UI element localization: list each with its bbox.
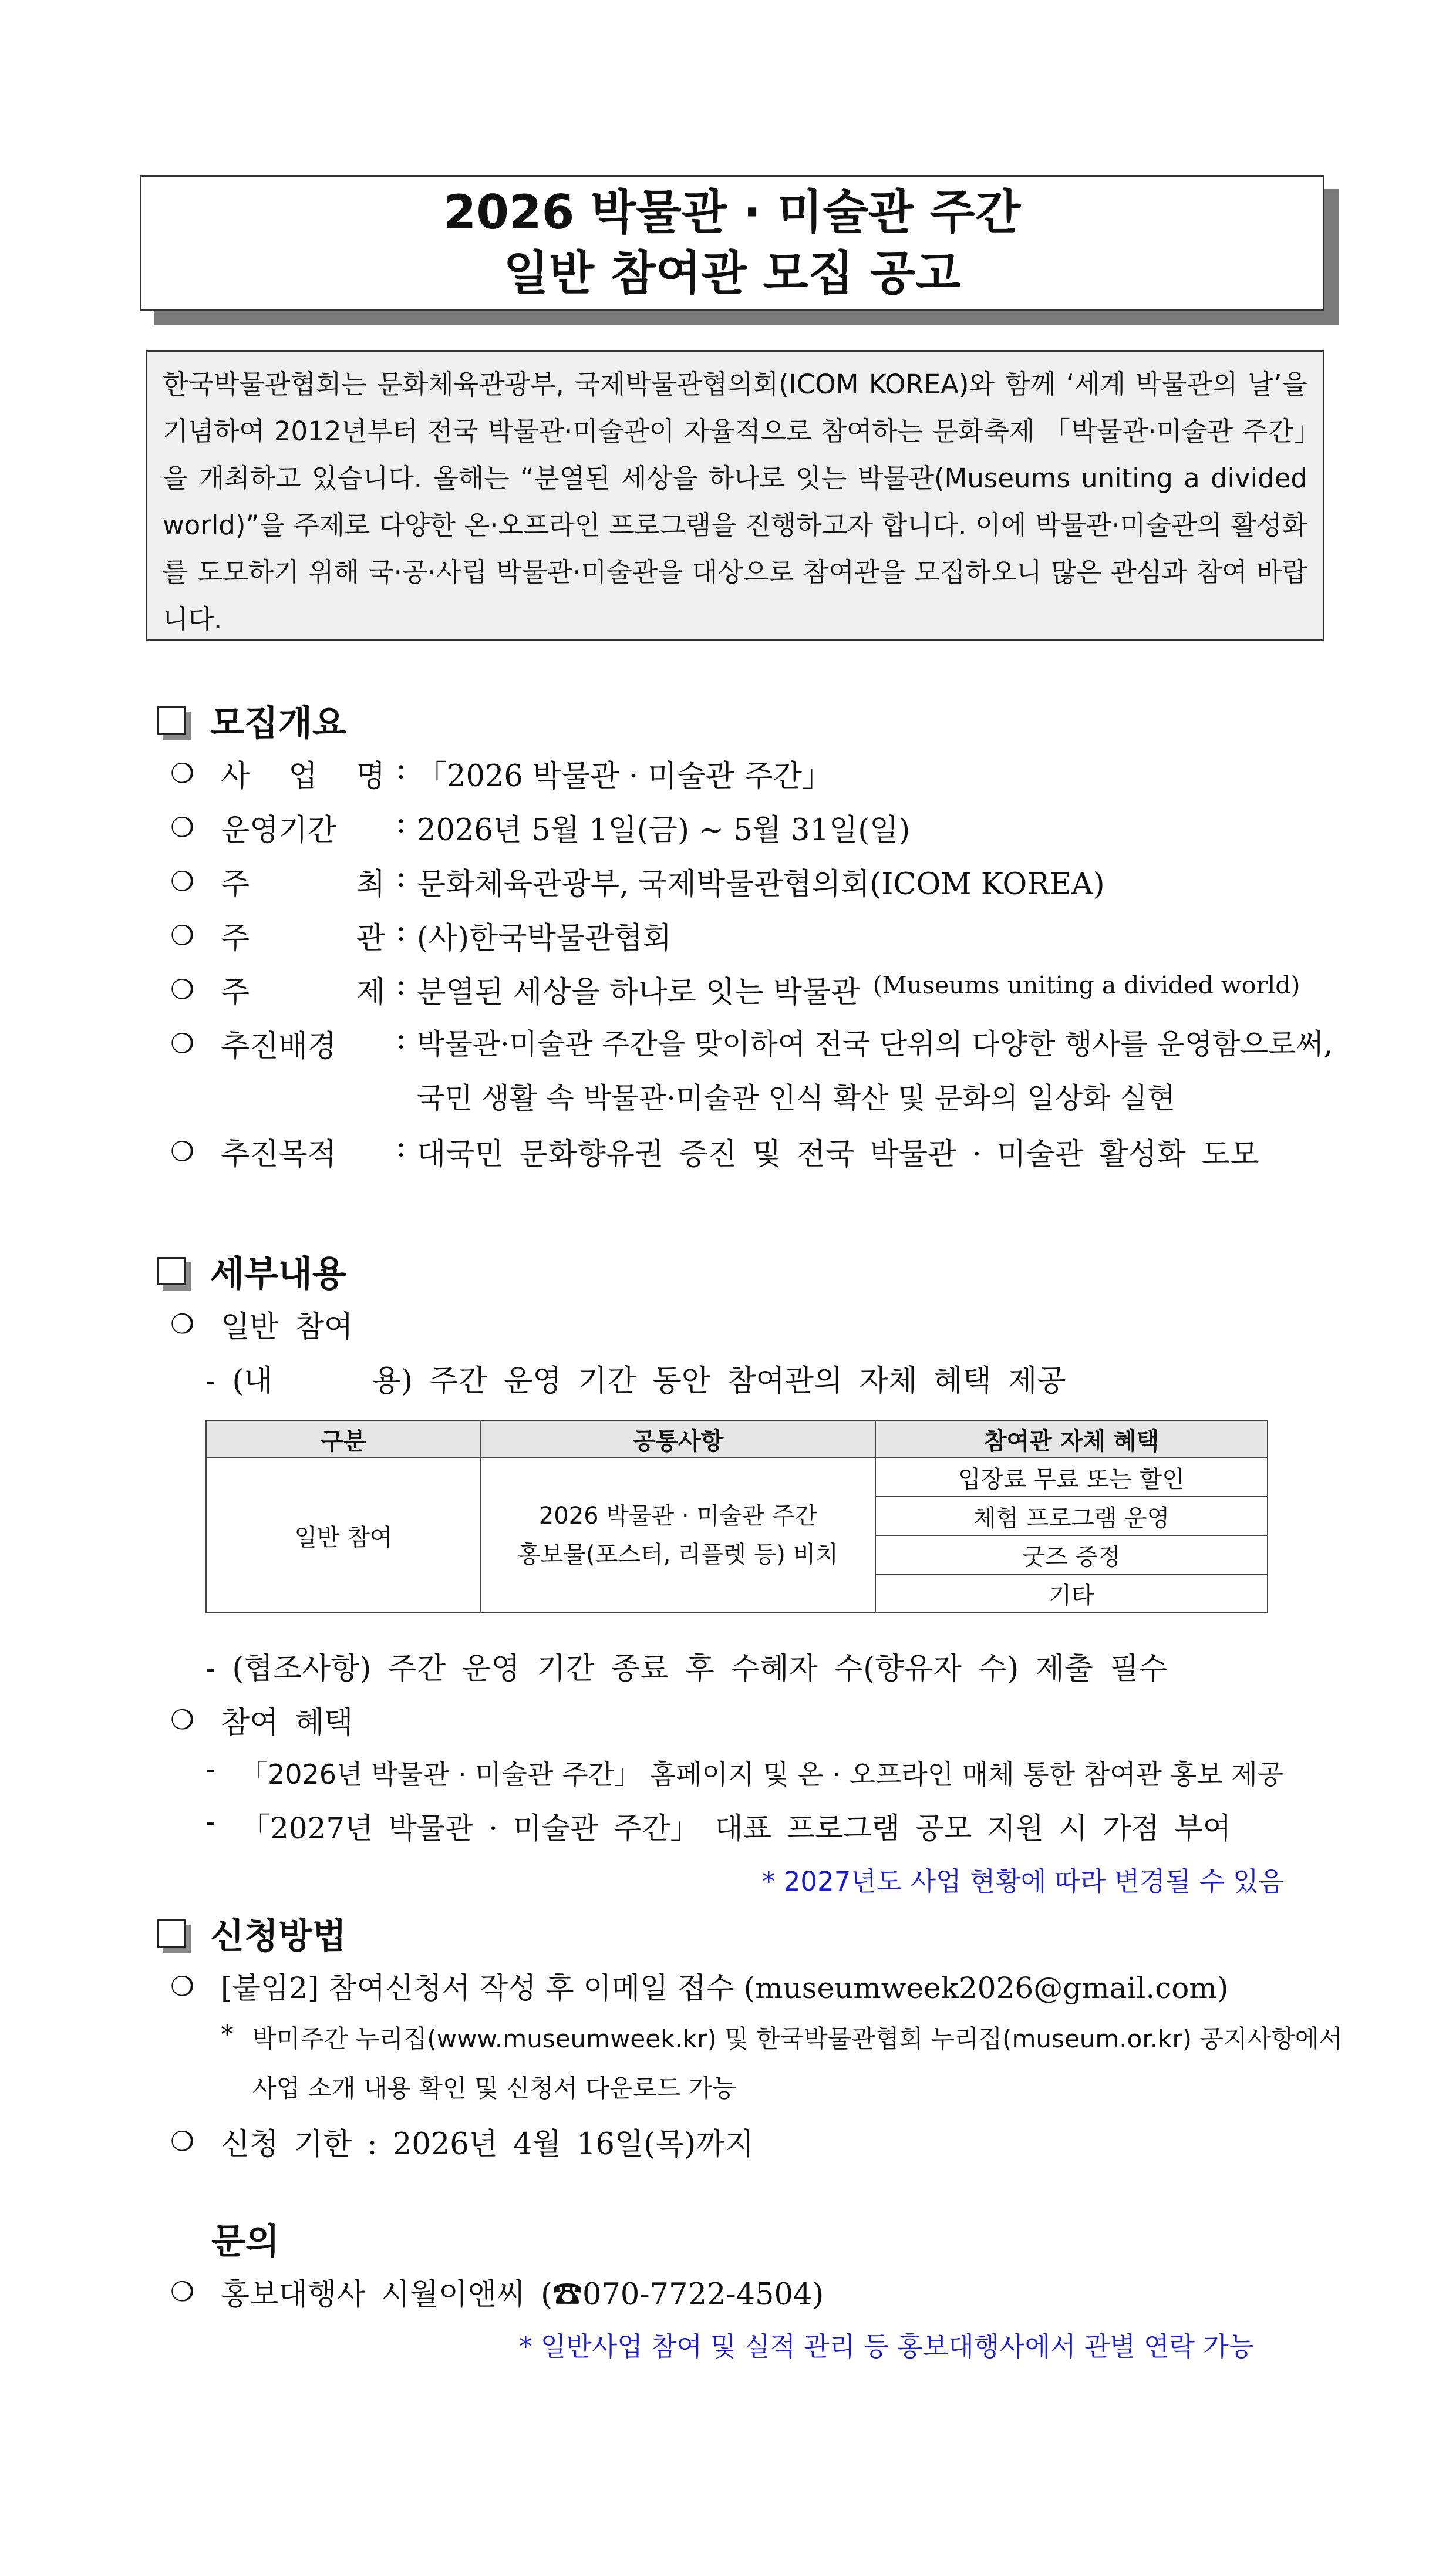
application-note-line-1: 박미주간 누리집(www.museumweek.kr) 및 한국박물관협회 누리집(museum.or.kr) 공지사항에서 [252,2024,1343,2053]
section-header-recruit-overview [157,695,346,746]
section-header-inquiry [211,2213,279,2264]
application-deadline: 신청 기한 : 2026년 4월 16일(목)까지 [221,2127,754,2162]
section-title: 신청방법 [210,1916,346,1957]
overview-value: 2026년 5월 1일(금) ~ 5월 31일(일) [417,813,911,848]
application-note-line-2: 사업 소개 내용 확인 및 신청서 다운로드 가능 [252,2074,736,2103]
table-cell-benefit: 입장료 무료 또는 할인 [875,1458,1268,1497]
checkbox-icon [157,1257,186,1285]
circle-bullet-icon: ❍ [170,811,195,843]
checkbox-icon [157,1919,186,1948]
circle-bullet-icon: ❍ [170,1308,195,1340]
general-participation: 일반 참여 [221,1310,353,1345]
circle-bullet-icon: ❍ [170,2125,195,2157]
overview-label: 주 제 [221,975,385,1010]
section-header-application [157,1908,346,1959]
benefit-item-2: 「2027년 박물관 · 미술관 주간」 대표 프로그램 공모 지원 시 가점 부여 [241,1811,1232,1845]
table-cell-category: 일반 참여 [206,1458,481,1613]
overview-row-theme: 주 제 : 분열된 세상을 하나로 잇는 박물관 (Museums uniting a divided world) [221,968,1300,1010]
overview-value: 문화체육관광부, 국제박물관협의회(ICOM KOREA) [417,867,1105,902]
overview-value: (사)한국박물관협회 [417,921,672,956]
circle-bullet-icon: ❍ [170,865,195,897]
dash: - [205,1805,216,1839]
overview-row-purpose: 추진목적 : 대국민 문화향유권 증진 및 전국 박물관 · 미술관 활성화 도모 [221,1130,1259,1172]
overview-row-project-name: 사 업 명 : 「2026 박물관 · 미술관 주간」 [221,752,832,794]
application-email-line: [붙임2] 참여신청서 작성 후 이메일 접수 (museumweek2026@gmail.com) [221,1971,1229,2005]
overview-value: 「2026 박물관 · 미술관 주간」 [417,759,832,794]
overview-value-english: (Museums uniting a divided world) [872,971,1300,999]
overview-label: 운영기간 [221,813,337,848]
overview-row-organizer: 주 관 : (사)한국박물관협회 [221,914,672,956]
overview-row-host: 주 최 : 문화체육관광부, 국제박물관협의회(ICOM KOREA) [221,860,1105,902]
overview-background-line-2: 국민 생활 속 박물관·미술관 인식 확산 및 문화의 일상화 실현 [417,1081,1175,1115]
table-header: 구분 [206,1420,481,1458]
overview-value: 박물관·미술관 주간을 맞이하여 전국 단위의 다양한 행사를 운영함으로써, [417,1027,1333,1061]
circle-bullet-icon: ❍ [170,1136,195,1167]
benefit-item-1: 「2026년 박물관 · 미술관 주간」 홈페이지 및 온 · 오프라인 매체 통한 참여관 홍보 제공 [241,1758,1284,1790]
dash: - [205,1752,216,1787]
section-title: 모집개요 [210,703,346,744]
title-line-2: 일반 참여관 모집 공고 [503,246,961,301]
note-agency-contact: * 일반사업 참여 및 실적 관리 등 홍보대행사에서 관별 연락 가능 [519,2331,1255,2362]
content-line: - (내 용) 주간 운영 기간 동안 참여관의 자체 혜택 제공 [205,1364,1066,1399]
intro-paragraph: 한국박물관협회는 문화체육관광부, 국제박물관협의회(ICOM KOREA)와 함께 ‘세계 박물관의 날’을 기념하여 2012년부터 전국 박물관·미술관이 자율적으로 참여하는 문화축제 「박물관·미술관 주간」을 개최하고 있습니다. 올해는 “분열된 세상을 하나로 잇는 박물관(Museums uniting a divided world)”을 주제로 다양한 온·오프라인 프로그램을 진행하고자 합니다. 이에 박물관·미술관의 활성화를 도모하기 위해 국·공·사립 박물관·미술관을 대상으로 참여관을 모집하오니 많은 관심과 참여 바랍니다. [146,350,1324,641]
circle-bullet-icon: ❍ [170,919,195,951]
overview-value: 분열된 세상을 하나로 잇는 박물관 [417,975,860,1010]
cooperation-line: - (협조사항) 주간 운영 기간 종료 후 수혜자 수(향유자 수) 제출 필수 [205,1652,1168,1686]
overview-label: 추진목적 [221,1137,337,1172]
table-header: 공통사항 [481,1420,875,1458]
asterisk: * [221,2020,234,2050]
table-header: 참여관 자체 혜택 [875,1420,1268,1458]
table-cell-benefit: 굿즈 증정 [875,1535,1268,1574]
overview-label: 추진배경 [221,1029,337,1064]
overview-label: 주 최 [221,867,385,902]
checkbox-icon [157,706,186,735]
title-box [140,175,1324,311]
overview-value: 대국민 문화향유권 증진 및 전국 박물관 · 미술관 활성화 도모 [417,1137,1259,1172]
overview-row-period: 운영기간 : 2026년 5월 1일(금) ~ 5월 31일(일) [221,806,911,848]
benefit-table [205,1420,1268,1613]
circle-bullet-icon: ❍ [170,973,195,1005]
section-header-details [157,1246,346,1296]
table-cell-common: 2026 박물관 · 미술관 주간 홍보물(포스터, 리플렛 등) 비치 [481,1458,875,1613]
overview-row-background: 추진배경 : 박물관·미술관 주간을 맞이하여 전국 단위의 다양한 행사를 운영함으로써, [221,1022,1333,1064]
circle-bullet-icon: ❍ [170,2276,195,2307]
title-line-1: 2026 박물관 · 미술관 주간 [443,185,1021,240]
section-title: 문의 [211,2221,279,2262]
section-title: 세부내용 [210,1254,346,1295]
circle-bullet-icon: ❍ [170,1704,195,1736]
inquiry-contact: 홍보대행사 시월이앤씨 (☎070-7722-4504) [221,2277,824,2312]
table-cell-benefit: 기타 [875,1574,1268,1613]
circle-bullet-icon: ❍ [170,1970,195,2002]
circle-bullet-icon: ❍ [170,757,195,789]
table-cell-benefit: 체험 프로그램 운영 [875,1497,1268,1535]
circle-bullet-icon: ❍ [170,1027,195,1059]
overview-label: 주 관 [221,921,385,956]
table-row [206,1458,1268,1497]
note-change-notice: * 2027년도 사업 현황에 따라 변경될 수 있음 [762,1866,1285,1897]
overview-label: 사 업 명 [221,759,385,794]
benefit-title: 참여 혜택 [221,1706,353,1740]
